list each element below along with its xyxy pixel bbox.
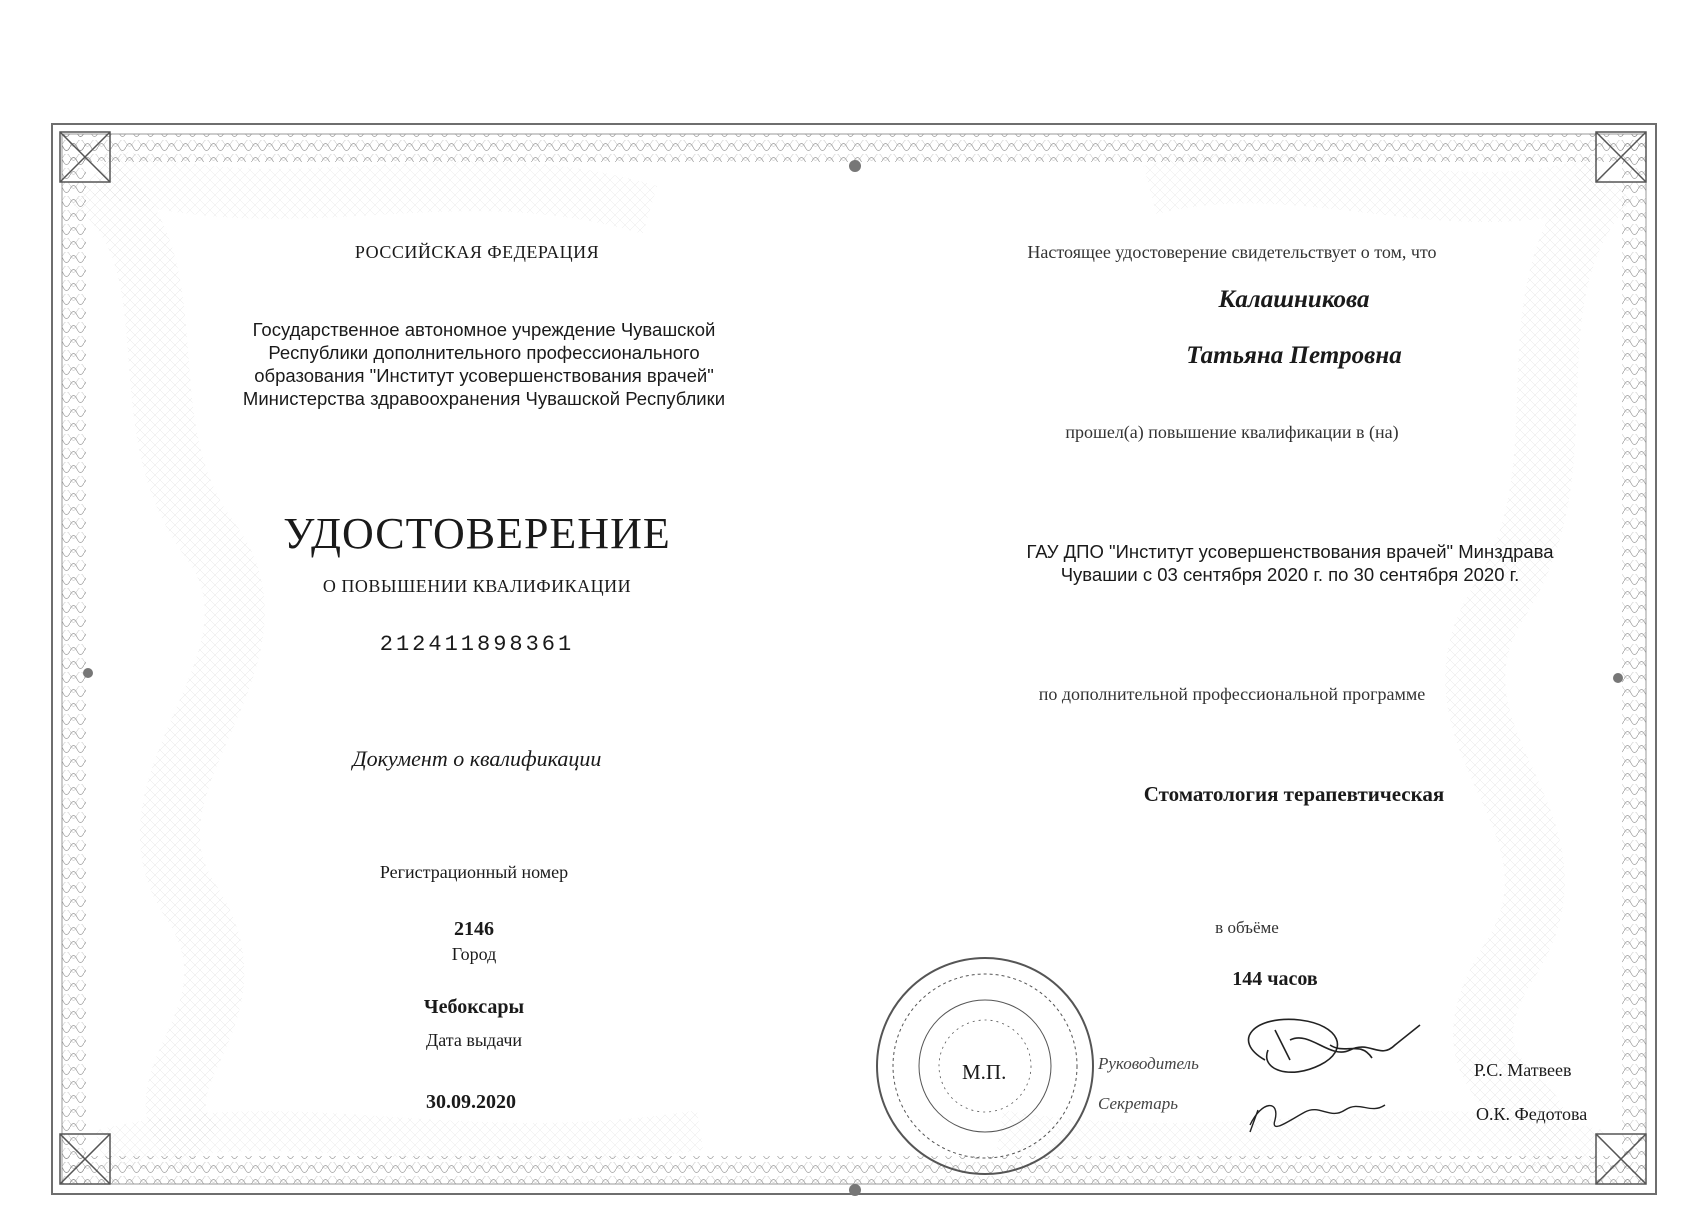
institution-line-4: Министерства здравоохранения Чувашской Республики xyxy=(242,388,726,409)
secretary-name: О.К. Федотова xyxy=(1476,1104,1588,1124)
head-name: Р.С. Матвеев xyxy=(1474,1060,1572,1080)
issue-date: 30.09.2020 xyxy=(426,1091,516,1113)
volume-hours: 144 часов xyxy=(1232,968,1318,990)
institution-line-3: образования "Институт усовершенствования врачей" xyxy=(254,365,714,386)
stamp-label: М.П. xyxy=(962,1060,1007,1084)
institution-name xyxy=(243,318,725,410)
document-title: УДОСТОВЕРЕНИЕ xyxy=(283,509,671,558)
secretary-label: Секретарь xyxy=(1098,1094,1178,1113)
institution-line-1: Государственное автономное учреждение Чувашской xyxy=(252,319,716,340)
program-name: Стоматология терапевтическая xyxy=(1143,782,1445,806)
program-label: по дополнительной профессиональной программе xyxy=(1038,684,1426,704)
registration-label: Регистрационный номер xyxy=(379,862,569,882)
training-organization xyxy=(1026,540,1553,586)
holder-surname: Калашникова xyxy=(1218,286,1370,313)
certification-intro: Настоящее удостоверение свидетельствует о том, что xyxy=(1027,242,1437,262)
institution-line-2: Республики дополнительного профессионального xyxy=(268,342,700,363)
signature-head xyxy=(1249,1019,1420,1072)
city-value: Чебоксары xyxy=(423,996,525,1018)
country-label: РОССИЙСКАЯ ФЕДЕРАЦИЯ xyxy=(354,242,600,262)
volume-label: в объёме xyxy=(1215,918,1279,937)
holder-name: Татьяна Петровна xyxy=(1186,342,1402,369)
serial-number: 212411898361 xyxy=(379,632,575,657)
passed-training-label: прошел(а) повышение квалификации в (на) xyxy=(1065,422,1399,442)
city-label: Город xyxy=(451,944,497,964)
document-type: Документ о квалификации xyxy=(352,746,602,771)
registration-number: 2146 xyxy=(454,918,494,940)
head-label: Руководитель xyxy=(1098,1054,1199,1073)
organization-line-1: ГАУ ДПО "Институт усовершенствования врачей" Минздрава xyxy=(1026,541,1554,562)
organization-line-2: Чувашии с 03 сентября 2020 г. по 30 сентября 2020 г. xyxy=(1060,564,1520,585)
issue-date-label: Дата выдачи xyxy=(425,1030,523,1050)
document-subtitle: О ПОВЫШЕНИИ КВАЛИФИКАЦИИ xyxy=(322,576,632,596)
